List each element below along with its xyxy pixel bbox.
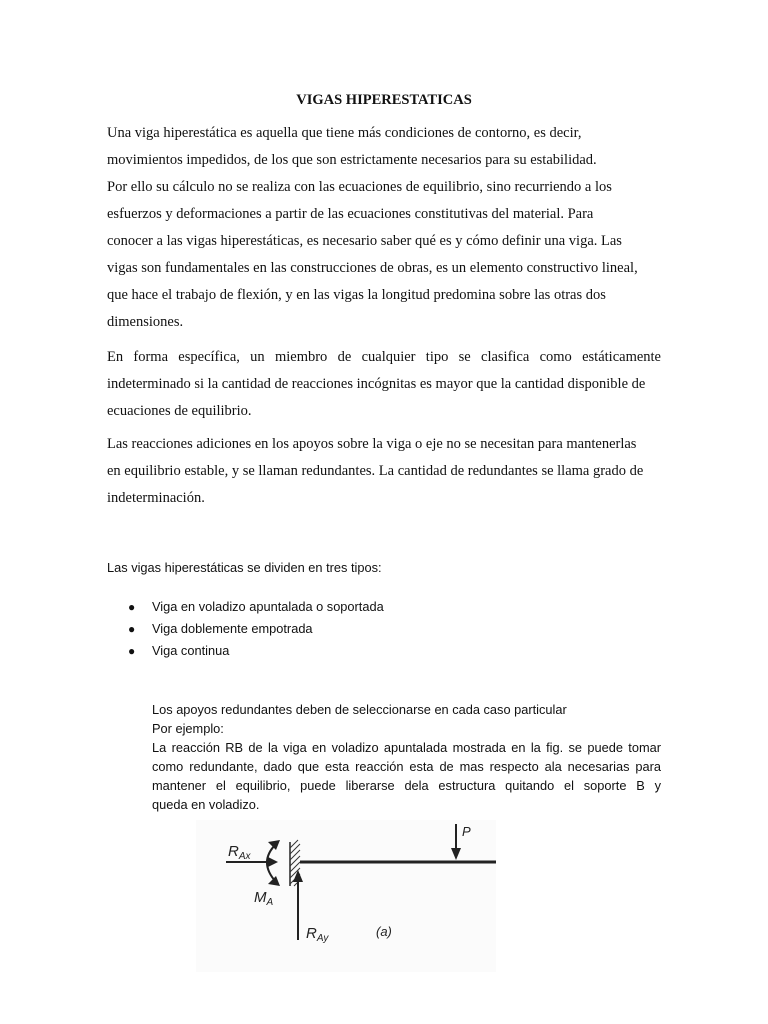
text-line: Por ejemplo: (152, 721, 224, 736)
text-line: dimensiones. (107, 314, 184, 330)
text-line: en equilibrio estable, y se llaman redundantes. La cantidad de redundantes se llama grado de (107, 463, 644, 479)
paragraph-redundants (107, 431, 661, 512)
bullet-icon: ● (128, 622, 136, 636)
beam-diagram (196, 820, 496, 972)
text-line: En forma específica, un miembro de cualquier tipo se clasifica como estáticamente (107, 349, 661, 365)
text-line: esfuerzos y deformaciones a partir de las ecuaciones constitutivas del material. Para (107, 206, 594, 222)
list-item-label: Viga doblemente empotrada (152, 621, 313, 636)
types-list (128, 596, 384, 662)
list-item (128, 618, 384, 640)
text-line: Por ello su cálculo no se realiza con las ecuaciones de equilibrio, sino recurriendo a los (107, 179, 612, 195)
label-ray: $R_{Ay}$ (306, 925, 329, 944)
text-line: indeterminación. (107, 490, 205, 506)
text-line: como redundante, dado que esta reacción esta de mas respecto ala necesarias para (152, 759, 661, 774)
text-line: conocer a las vigas hiperestáticas, es necesario saber qué es y cómo definir una viga. Las (107, 233, 622, 249)
text-line: La reacción RB de la viga en voladizo apuntalada mostrada en la fig. se puede tomar (152, 740, 661, 755)
text-line: vigas son fundamentales en las construcciones de obras, es un elemento constructivo lineal, (107, 260, 638, 276)
types-heading: Las vigas hiperestáticas se dividen en tres tipos: (107, 560, 382, 575)
bullet-icon: ● (128, 644, 136, 658)
text-line: Las reacciones adiciones en los apoyos sobre la viga o eje no se necesitan para mantenerlas (107, 436, 637, 452)
page-title: VIGAS HIPERESTATICAS (296, 92, 472, 108)
label-rax: $R_{Ax}$ (228, 843, 251, 862)
redundant-supports-note (152, 700, 661, 814)
text-line: indeterminado si la cantidad de reacciones incógnitas es mayor que la cantidad disponible de (107, 376, 646, 392)
list-item-label: Viga en voladizo apuntalada o soportada (152, 599, 384, 614)
list-item (128, 640, 384, 662)
paragraph-indeterminate (107, 344, 661, 425)
text-line: Una viga hiperestática es aquella que tiene más condiciones de contorno, es decir, (107, 125, 582, 141)
text-line: que hace el trabajo de flexión, y en las vigas la longitud predomina sobre las otras dos (107, 287, 606, 303)
figure-caption: (a) (376, 924, 392, 939)
text-line: mantener el equilibrio, puede liberarse dela estructura quitando el soporte B y (152, 778, 661, 793)
paragraph-definition (107, 120, 661, 336)
text-line: ecuaciones de equilibrio. (107, 403, 252, 419)
bullet-icon: ● (128, 600, 136, 614)
cantilever-beam-figure (196, 820, 496, 972)
text-line: movimientos impedidos, de los que son estrictamente necesarios para su estabilidad. (107, 152, 597, 168)
figure-background (196, 820, 496, 972)
label-ma: $M_A$ (254, 889, 274, 908)
text-line: Los apoyos redundantes deben de seleccionarse en cada caso particular (152, 702, 567, 717)
list-item (128, 596, 384, 618)
list-item-label: Viga continua (152, 643, 230, 658)
label-p: P (462, 824, 471, 839)
text-line: queda en voladizo. (152, 797, 260, 812)
